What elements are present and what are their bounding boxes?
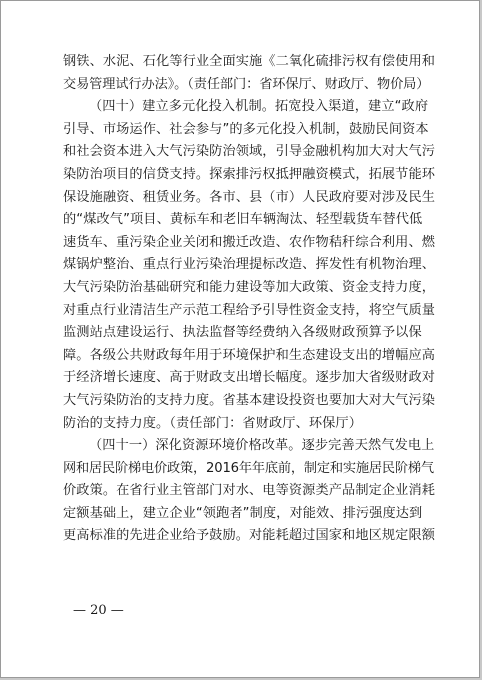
text-line: 防治的支持力度。（责任部门：省财政厅、环保厅） <box>63 415 363 431</box>
text-line: 钢铁、水泥、石化等行业全面实施《二氧化硫排污权有偿使用和 <box>63 54 436 69</box>
text-line: 大气污染防治的支持力度。省基本建设投资也要加大对大气污染 <box>63 392 436 408</box>
text-line: 定额基础上，建立企业“领跑者”制度，对能效、排污强度达到 <box>63 505 423 521</box>
document-body <box>63 51 435 548</box>
text-line: 网和居民阶梯电价政策，2016年年底前，制定和实施居民阶梯气 <box>63 460 434 476</box>
text-line: 更高标准的先进企业给予鼓励。对能耗超过国家和地区规定限额 <box>63 528 436 544</box>
page-number: — 20 — <box>73 603 124 618</box>
text-line: 保设施融资、租赁业务。各市、县（市）人民政府要对涉及民生 <box>63 189 436 205</box>
text-line: 染防治项目的信贷支持。探索排污权抵押融资模式，拓展节能环 <box>63 166 436 182</box>
text-line: 监测站点建设运行、执法监督等经费纳入各级财政预算予以保 <box>63 325 422 341</box>
text-line: 交易管理试行办法》。（责任部门：省环保厅、财政厅、物价局） <box>63 76 430 92</box>
text-line: （四十）建立多元化投入机制。拓宽投入渠道，建立“政府 <box>89 99 429 115</box>
text-line: 和社会资本进入大气污染防治领域，引导金融机构加大对大气污 <box>63 144 436 160</box>
text-line: 的“煤改气”项目、黄标车和老旧车辆淘汰、轻型载货车替代低 <box>63 212 423 228</box>
text-line: 引导、市场运作、社会参与”的多元化投入机制，鼓励民间资本 <box>63 121 429 137</box>
text-line: 价政策。在省行业主管部门对水、电等资源类产品制定企业消耗 <box>63 483 436 499</box>
text-line: 障。各级公共财政每年用于环境保护和生态建设支出的增幅应高 <box>63 347 436 363</box>
text-line: （四十一）深化资源环境价格改革。逐步完善天然气发电上 <box>89 438 435 454</box>
text-line: 大气污染防治基础研究和能力建设等加大政策、资金支持力度， <box>63 279 436 295</box>
text-line: 于经济增长速度、高于财政支出增长幅度。逐步加大省级财政对 <box>63 370 436 386</box>
text-line: 对重点行业清洁生产示范工程给予引导性资金支持，将空气质量 <box>63 302 436 318</box>
text-line: 煤锅炉整治、重点行业污染治理提标改造、挥发性有机物治理、 <box>63 257 436 273</box>
text-line: 速货车、重污染企业关闭和搬迁改造、农作物秸秆综合利用、燃 <box>63 234 436 250</box>
